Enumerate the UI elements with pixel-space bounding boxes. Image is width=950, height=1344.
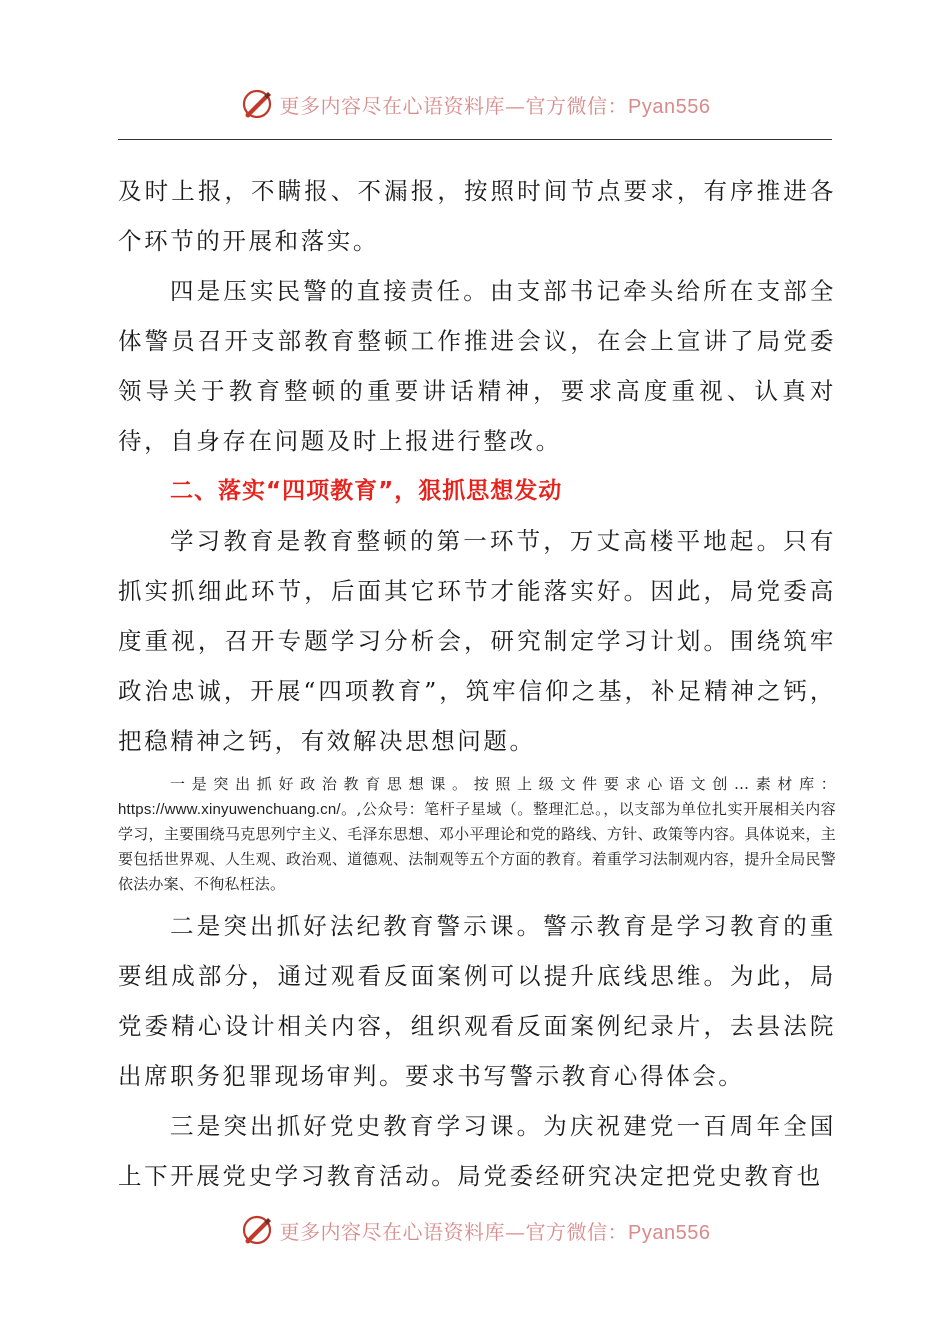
- header-watermark: [0, 86, 950, 122]
- header-divider: [118, 139, 832, 140]
- section-heading: 二、落实“四项教育”，狠抓思想发动: [170, 478, 563, 504]
- paragraph-2: 四是压实民警的直接责任。由支部书记牵头给所在支部全体警员召开支部教育整顿工作推进会议，在会上宣讲了局党委领导关于教育整顿的重要讲话精神，要求高度重视、认真对待，自身存在问题及时上报进行整改。: [118, 277, 836, 455]
- document-body: [118, 166, 836, 1201]
- source-url-link[interactable]: https://www.xinyuwenchuang.cn/: [118, 801, 341, 818]
- small-paragraph-text-a: 一是突出抓好政治教育思想课。按照上级文件要求心语文创…素材库：: [170, 775, 836, 793]
- paragraph-3: 学习教育是教育整顿的第一环节，万丈高楼平地起。只有抓实抓细此环节，后面其它环节才能落实好。因此，局党委高度重视，召开专题学习分析会，研究制定学习计划。围绕筑牢政治忠诚，开展“四项教育”，筑牢信仰之基，补足精神之钙，把稳精神之钙，有效解决思想问题。: [118, 527, 836, 755]
- watermark-text: 更多内容尽在心语资料库—官方微信：Pyan556: [279, 1219, 711, 1244]
- watermark-id: Pyan556: [628, 1221, 711, 1244]
- paragraph-1: 及时上报，不瞒报、不漏报，按照时间节点要求，有序推进各个环节的开展和落实。: [118, 177, 836, 255]
- small-paragraph: [118, 772, 836, 897]
- watermark-text: 更多内容尽在心语资料库—官方微信：Pyan556: [279, 93, 711, 118]
- paragraph-4: 二是突出抓好法纪教育警示课。警示教育是学习教育的重要组成部分，通过观看反面案例可以提升底线思维。为此，局党委精心设计相关内容，组织观看反面案例纪录片，去县法院出席职务犯罪现场审判。要求书写警示教育心得体会。: [118, 912, 836, 1090]
- small-paragraph-text-b: 。,公众号：笔杆子星域（。整理汇总。，以支部为单位扎实开展相关内容学习，主要围绕马克思列宁主义、毛泽东思想、邓小平理论和党的路线、方针、政策等内容。具体说来，主要包括世界观、人生观、政治观、道德观、法制观等五个方面的教育。着重学习法制观内容，提升全局民警依法办案、不徇私枉法。: [118, 800, 836, 893]
- brush-logo-icon: [240, 1213, 274, 1247]
- brush-logo-icon: [240, 87, 274, 121]
- watermark-id: Pyan556: [628, 95, 711, 118]
- paragraph-5: 三是突出抓好党史教育学习课。为庆祝建党一百周年全国上下开展党史学习教育活动。局党委经研究决定把党史教育也: [118, 1112, 836, 1190]
- footer-watermark: [0, 1212, 950, 1248]
